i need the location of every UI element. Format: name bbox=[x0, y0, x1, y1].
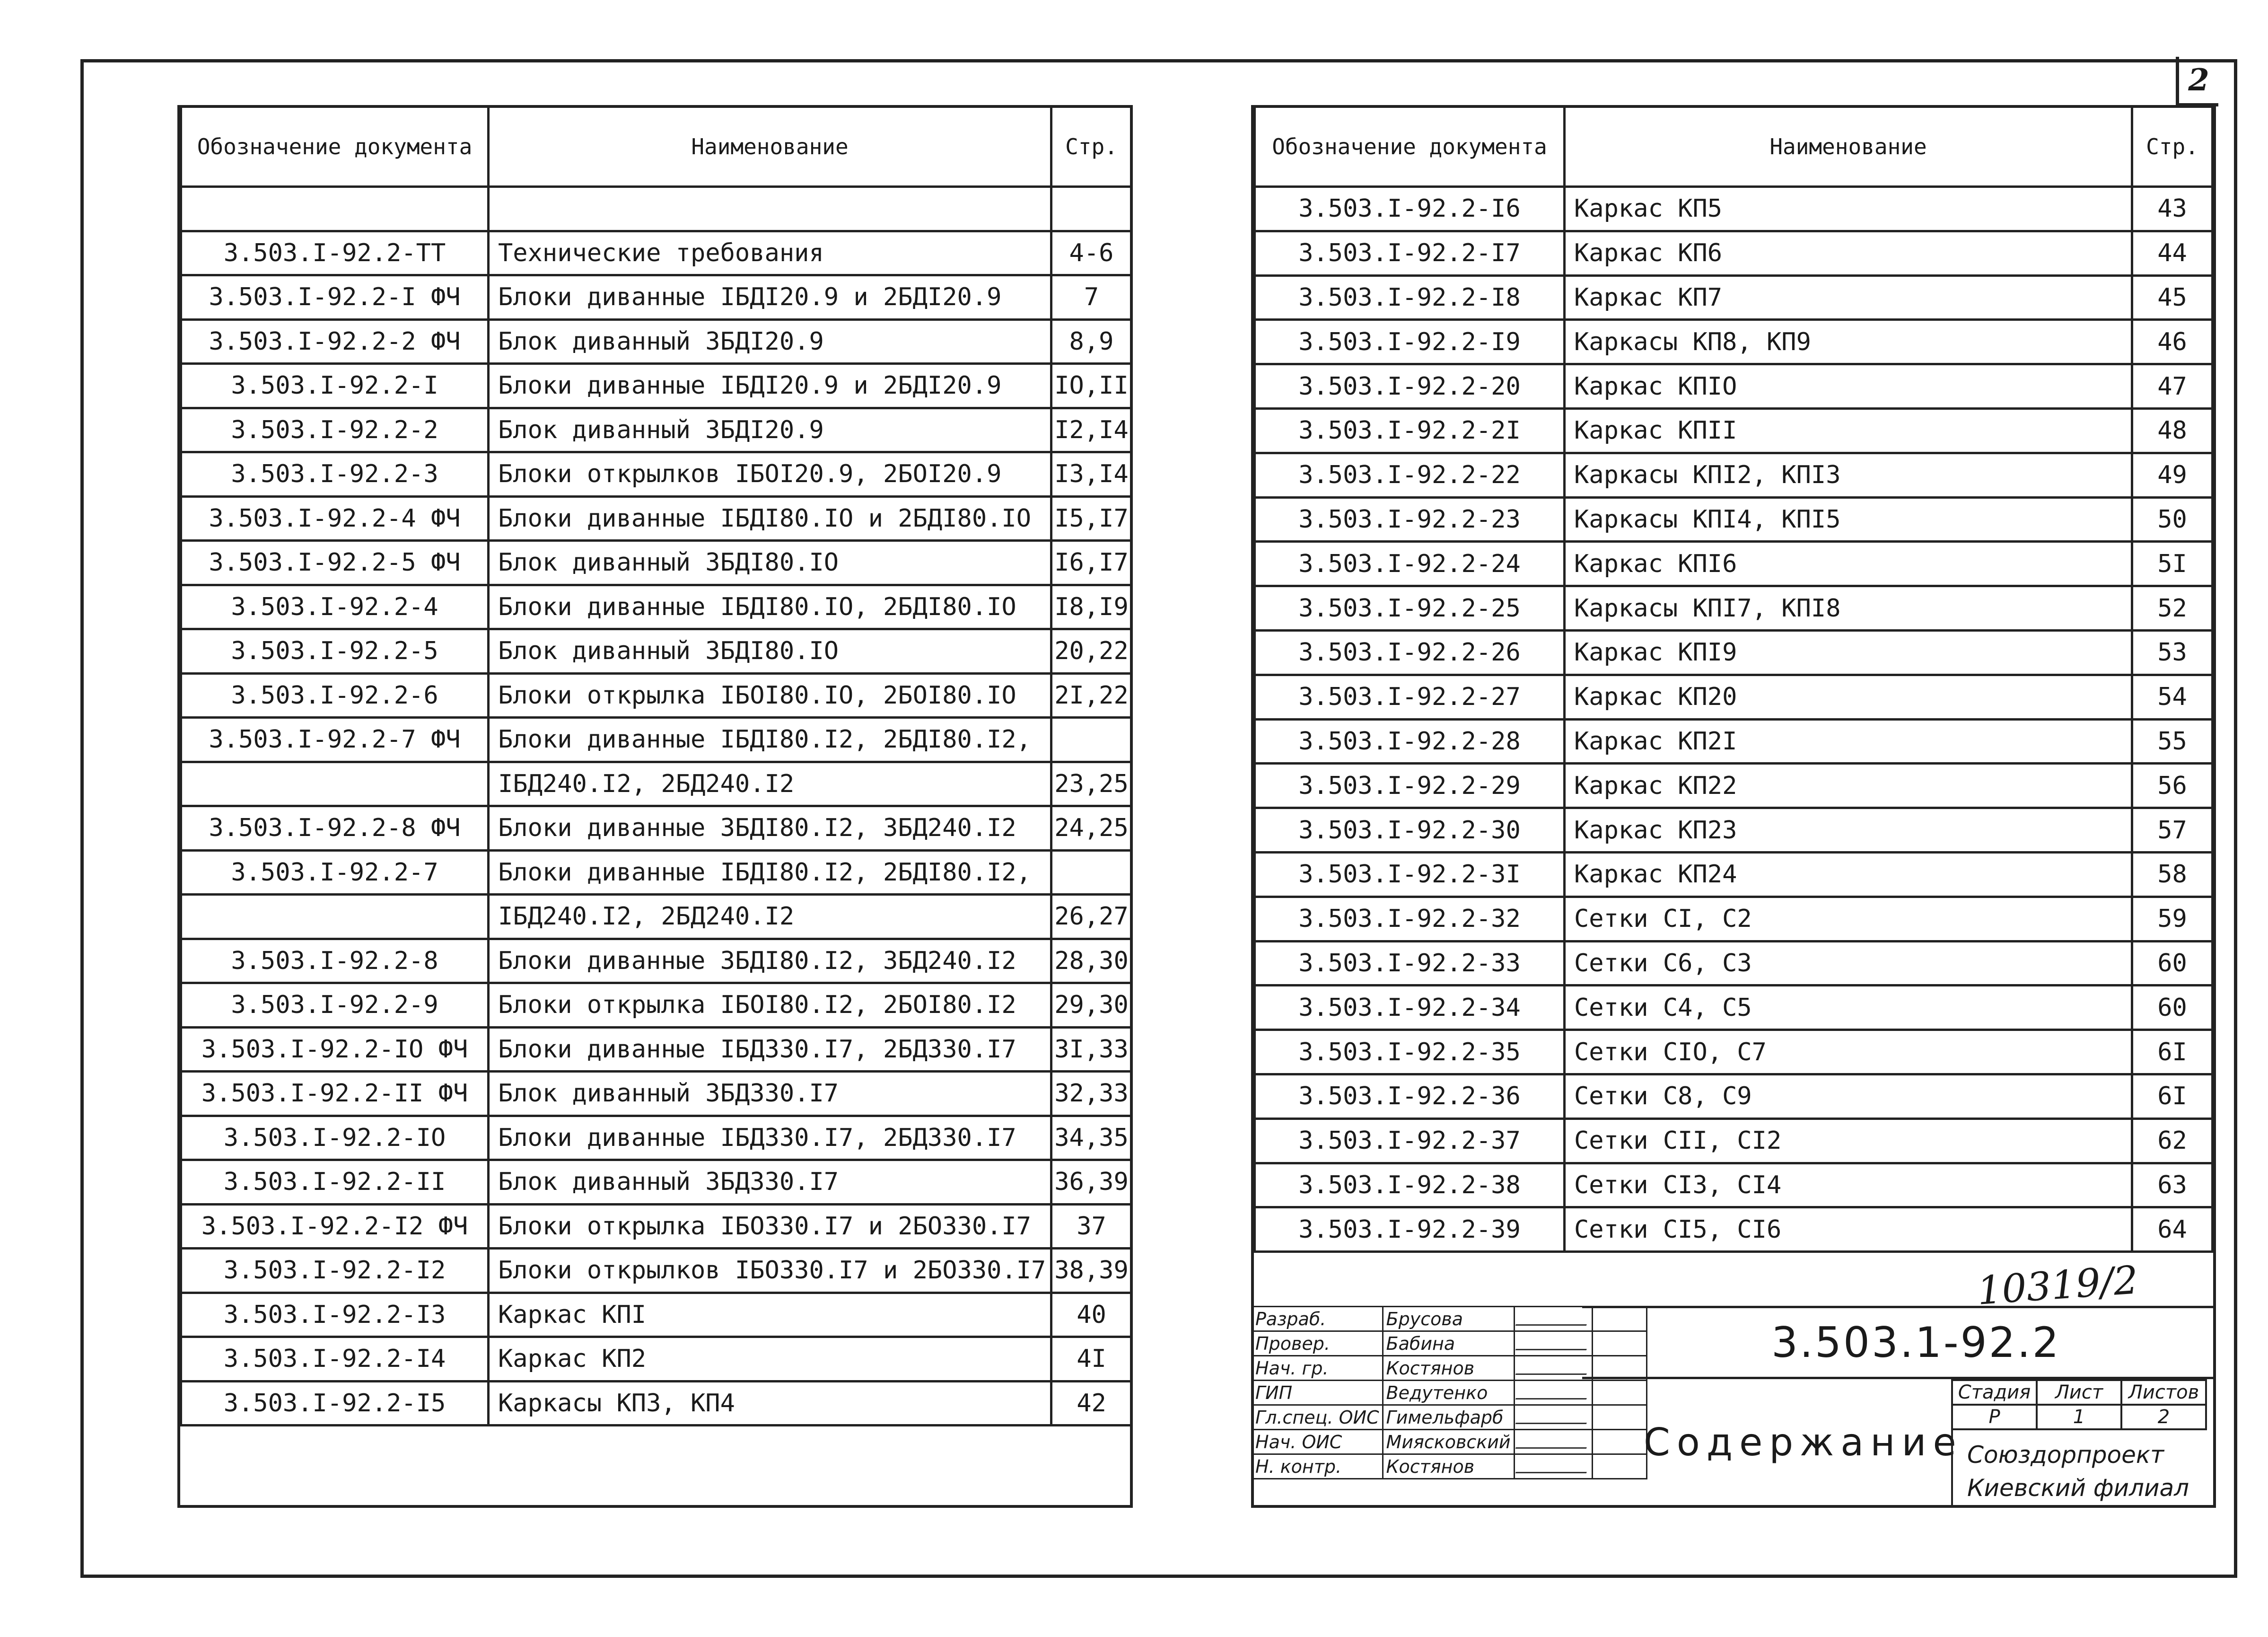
cell-page: 63 bbox=[2132, 1163, 2213, 1207]
table-row bbox=[1255, 852, 2213, 897]
cell-doc: 3.503.I-92.2-24 bbox=[1255, 542, 1565, 586]
header-page: Стр. bbox=[2132, 106, 2213, 187]
table-row bbox=[181, 806, 1132, 851]
cell-name: Блоки диванные 3БДI80.I2, 3БД240.I2 bbox=[489, 806, 1051, 851]
cell-doc: 3.503.I-92.2-4 ФЧ bbox=[181, 496, 489, 541]
cell-name: Блок диванный 3БДI80.IO bbox=[489, 629, 1051, 674]
cell-page: 60 bbox=[2132, 986, 2213, 1030]
cell-name: Каркасы КПI7, КПI8 bbox=[1565, 586, 2132, 631]
cell-name: Блоки диванные IБДI20.9 и 2БДI20.9 bbox=[489, 364, 1051, 408]
cell-page: 37 bbox=[1051, 1204, 1132, 1249]
cell-page: I5,I7 bbox=[1051, 496, 1132, 541]
cell-page: 4I bbox=[1051, 1337, 1132, 1382]
cell-doc: 3.503.I-92.2-37 bbox=[1255, 1118, 1565, 1163]
header-doc: Обозначение документа bbox=[181, 106, 489, 187]
cell-name: Каркас КПII bbox=[1565, 408, 2132, 453]
table-row bbox=[1255, 675, 2213, 719]
cell-name: Блоки диванные 3БДI80.I2, 3БД240.I2 bbox=[489, 939, 1051, 983]
organization-name: Союздорпроект bbox=[1967, 1441, 2164, 1469]
cell-doc: 3.503.I-92.2-25 bbox=[1255, 586, 1565, 631]
cell-page bbox=[1051, 718, 1132, 762]
handwritten-signature bbox=[1515, 1386, 1591, 1399]
table-row bbox=[181, 983, 1132, 1028]
table-row bbox=[181, 364, 1132, 408]
cell-doc: 3.503.I-92.2-39 bbox=[1255, 1207, 1565, 1252]
cell-name: Блоки диванные IБДI80.IO, 2БДI80.IO bbox=[489, 585, 1051, 629]
cell-page: 60 bbox=[2132, 941, 2213, 986]
cell-page: 29,30 bbox=[1051, 983, 1132, 1028]
sheet-value: 1 bbox=[2037, 1405, 2121, 1429]
cell-page: 24,25 bbox=[1051, 806, 1132, 851]
cell-doc: 3.503.I-92.2-II ФЧ bbox=[181, 1072, 489, 1116]
signature-name: Миясковский bbox=[1383, 1430, 1514, 1454]
cell-name: Каркас КП2I bbox=[1565, 719, 2132, 764]
cell-doc: 3.503.I-92.2-7 bbox=[181, 850, 489, 895]
table-header bbox=[1255, 106, 2213, 187]
cell-name: Сетки C4, C5 bbox=[1565, 986, 2132, 1030]
table-body-left bbox=[181, 187, 1132, 1426]
table-row bbox=[181, 629, 1132, 674]
cell-page: 6I bbox=[2132, 1074, 2213, 1118]
cell-page: 5I bbox=[2132, 542, 2213, 586]
table-row bbox=[181, 895, 1132, 939]
signature-role: Разраб. bbox=[1252, 1307, 1383, 1331]
table-row bbox=[181, 1293, 1132, 1337]
cell-page: 45 bbox=[2132, 275, 2213, 320]
cell-page: 50 bbox=[2132, 497, 2213, 542]
table-row bbox=[181, 1381, 1132, 1426]
cell-name: Блок диванный 3БД330.I7 bbox=[489, 1072, 1051, 1116]
handwritten-signature bbox=[1515, 1460, 1591, 1473]
signature-role: Провер. bbox=[1252, 1331, 1383, 1356]
cell-doc: 3.503.I-92.2-I3 bbox=[181, 1293, 489, 1337]
table-row bbox=[181, 541, 1132, 585]
table-row bbox=[181, 1160, 1132, 1205]
cell-name: Каркас КП24 bbox=[1565, 852, 2132, 897]
cell-doc: 3.503.I-92.2-I2 ФЧ bbox=[181, 1204, 489, 1249]
cell-name: Каркас КП20 bbox=[1565, 675, 2132, 719]
header-page: Стр. bbox=[1051, 106, 1132, 187]
signature-role: Нач. гр. bbox=[1252, 1356, 1383, 1381]
cell-page: 64 bbox=[2132, 1207, 2213, 1252]
cell-doc bbox=[181, 187, 489, 231]
cell-name: Сетки C8, C9 bbox=[1565, 1074, 2132, 1118]
organization-branch: Киевский филиал bbox=[1967, 1474, 2189, 1502]
cell-page: I6,I7 bbox=[1051, 541, 1132, 585]
cell-page: 28,30 bbox=[1051, 939, 1132, 983]
cell-page: 56 bbox=[2132, 764, 2213, 808]
cell-doc: 3.503.I-92.2-32 bbox=[1255, 897, 1565, 941]
cell-name: Каркас КП7 bbox=[1565, 275, 2132, 320]
handwritten-signature bbox=[1515, 1435, 1591, 1449]
table-row bbox=[181, 408, 1132, 452]
cell-page bbox=[1051, 850, 1132, 895]
signature-role: ГИП bbox=[1252, 1381, 1383, 1405]
contents-table-left bbox=[180, 105, 1133, 1426]
cell-doc: 3.503.I-92.2-34 bbox=[1255, 986, 1565, 1030]
cell-doc: 3.503.I-92.2-23 bbox=[1255, 497, 1565, 542]
cell-name: IБД240.I2, 2БД240.I2 bbox=[489, 895, 1051, 939]
cell-doc: 3.503.I-92.2-2 bbox=[181, 408, 489, 452]
cell-page: 54 bbox=[2132, 675, 2213, 719]
cell-name: Каркас КПI9 bbox=[1565, 630, 2132, 675]
header-doc: Обозначение документа bbox=[1255, 106, 1565, 187]
table-row bbox=[181, 1116, 1132, 1160]
cell-page: 36,39 bbox=[1051, 1160, 1132, 1205]
cell-doc: 3.503.I-92.2-5 ФЧ bbox=[181, 541, 489, 585]
header-name: Наименование bbox=[1565, 106, 2132, 187]
table-row bbox=[181, 452, 1132, 497]
cell-name: Блок диванный 3БДI80.IO bbox=[489, 541, 1051, 585]
signature-mark bbox=[1514, 1405, 1592, 1430]
table-row bbox=[1255, 1118, 2213, 1163]
document-code: 3.503.1-92.2 bbox=[1582, 1306, 2216, 1379]
cell-page: 46 bbox=[2132, 320, 2213, 364]
cell-doc: 3.503.I-92.2-I9 bbox=[1255, 320, 1565, 364]
table-row bbox=[1255, 1207, 2213, 1252]
table-row bbox=[1255, 897, 2213, 941]
signature-name: Брусова bbox=[1383, 1307, 1514, 1331]
signature-name: Костянов bbox=[1383, 1454, 1514, 1479]
table-row bbox=[181, 585, 1132, 629]
cell-name: IБД240.I2, 2БД240.I2 bbox=[489, 762, 1051, 806]
table-row bbox=[1255, 941, 2213, 986]
cell-page: 2I,22 bbox=[1051, 673, 1132, 718]
signature-mark bbox=[1514, 1331, 1592, 1356]
cell-name: Блоки открылков IБОI20.9, 2БОI20.9 bbox=[489, 452, 1051, 497]
table-row bbox=[181, 718, 1132, 762]
cell-name: Блоки открылка IБОI80.I2, 2БОI80.I2 bbox=[489, 983, 1051, 1028]
cell-page: 38,39 bbox=[1051, 1249, 1132, 1293]
signature-mark bbox=[1514, 1454, 1592, 1479]
cell-name: Сетки C6, C3 bbox=[1565, 941, 2132, 986]
table-row bbox=[1255, 497, 2213, 542]
cell-page: 34,35 bbox=[1051, 1116, 1132, 1160]
cell-doc: 3.503.I-92.2-38 bbox=[1255, 1163, 1565, 1207]
cell-doc: 3.503.I-92.2-2I bbox=[1255, 408, 1565, 453]
cell-name: Сетки CI, C2 bbox=[1565, 897, 2132, 941]
cell-doc: 3.503.I-92.2-8 ФЧ bbox=[181, 806, 489, 851]
cell-page: 43 bbox=[2132, 187, 2213, 231]
cell-doc: 3.503.I-92.2-20 bbox=[1255, 364, 1565, 409]
cell-name: Каркасы КП3, КП4 bbox=[489, 1381, 1051, 1426]
cell-page: I3,I4 bbox=[1051, 452, 1132, 497]
cell-name: Блоки диванные IБДI80.IO и 2БДI80.IO bbox=[489, 496, 1051, 541]
cell-doc: 3.503.I-92.2-7 ФЧ bbox=[181, 718, 489, 762]
table-row bbox=[181, 673, 1132, 718]
cell-name: Блоки диванные IБДI20.9 и 2БДI20.9 bbox=[489, 275, 1051, 320]
cell-page: 40 bbox=[1051, 1293, 1132, 1337]
signature-role: Нач. ОИС bbox=[1252, 1430, 1383, 1454]
cell-doc: 3.503.I-92.2-29 bbox=[1255, 764, 1565, 808]
signature-name: Ведутенко bbox=[1383, 1381, 1514, 1405]
table-row bbox=[181, 850, 1132, 895]
cell-name: Сетки CIO, C7 bbox=[1565, 1030, 2132, 1074]
cell-doc: 3.503.I-92.2-TT bbox=[181, 231, 489, 275]
table-row bbox=[1255, 364, 2213, 409]
table-row bbox=[1255, 542, 2213, 586]
cell-doc: 3.503.I-92.2-4 bbox=[181, 585, 489, 629]
stage-label: Стадия bbox=[1952, 1380, 2037, 1405]
cell-doc: 3.503.I-92.2-I8 bbox=[1255, 275, 1565, 320]
cell-doc: 3.503.I-92.2-35 bbox=[1255, 1030, 1565, 1074]
table-row bbox=[1255, 630, 2213, 675]
cell-doc bbox=[181, 762, 489, 806]
table-row bbox=[1255, 408, 2213, 453]
sheet-label: Лист bbox=[2037, 1380, 2121, 1405]
cell-name: Каркас КП6 bbox=[1565, 231, 2132, 275]
organization bbox=[1951, 1429, 2216, 1508]
cell-doc bbox=[181, 895, 489, 939]
cell-doc: 3.503.I-92.2-I6 bbox=[1255, 187, 1565, 231]
cell-page: 3I,33 bbox=[1051, 1027, 1132, 1072]
cell-name bbox=[489, 187, 1051, 231]
table-row bbox=[1255, 231, 2213, 275]
cell-doc: 3.503.I-92.2-6 bbox=[181, 673, 489, 718]
handwritten-signature bbox=[1515, 1337, 1591, 1350]
cell-page: 20,22 bbox=[1051, 629, 1132, 674]
cell-doc: 3.503.I-92.2-27 bbox=[1255, 675, 1565, 719]
cell-doc: 3.503.I-92.2-IO bbox=[181, 1116, 489, 1160]
cell-doc: 3.503.I-92.2-36 bbox=[1255, 1074, 1565, 1118]
stage-table bbox=[1951, 1379, 2207, 1430]
cell-page: 58 bbox=[2132, 852, 2213, 897]
cell-doc: 3.503.I-92.2-I ФЧ bbox=[181, 275, 489, 320]
table-row bbox=[1255, 986, 2213, 1030]
header-name: Наименование bbox=[489, 106, 1051, 187]
table-row bbox=[181, 1204, 1132, 1249]
table-header bbox=[181, 106, 1132, 187]
cell-page: 59 bbox=[2132, 897, 2213, 941]
signature-mark bbox=[1514, 1307, 1592, 1331]
cell-name: Сетки CII, CI2 bbox=[1565, 1118, 2132, 1163]
cell-page: 57 bbox=[2132, 808, 2213, 853]
cell-name: Каркас КП2 bbox=[489, 1337, 1051, 1382]
cell-page: 42 bbox=[1051, 1381, 1132, 1426]
cell-name: Каркас КПI bbox=[489, 1293, 1051, 1337]
cell-name: Каркасы КПI2, КПI3 bbox=[1565, 453, 2132, 497]
cell-name: Блоки диванные IБД330.I7, 2БД330.I7 bbox=[489, 1027, 1051, 1072]
table-row bbox=[181, 496, 1132, 541]
stage-value: Р bbox=[1952, 1405, 2037, 1429]
table-row bbox=[1255, 1163, 2213, 1207]
table-row bbox=[1255, 586, 2213, 631]
cell-name: Технические требования bbox=[489, 231, 1051, 275]
signature-mark bbox=[1514, 1356, 1592, 1381]
cell-name: Блоки диванные IБДI80.I2, 2БДI80.I2, bbox=[489, 718, 1051, 762]
cell-name: Каркас КП22 bbox=[1565, 764, 2132, 808]
cell-page: I2,I4 bbox=[1051, 408, 1132, 452]
cell-page: IO,II bbox=[1051, 364, 1132, 408]
sheet-number: 2 bbox=[2176, 57, 2218, 106]
signature-role: Н. контр. bbox=[1252, 1454, 1383, 1479]
table-body-right bbox=[1255, 187, 2213, 1252]
cell-name: Каркас КП5 bbox=[1565, 187, 2132, 231]
cell-name: Блоки диванные IБД330.I7, 2БД330.I7 bbox=[489, 1116, 1051, 1160]
cell-doc: 3.503.I-92.2-IO ФЧ bbox=[181, 1027, 489, 1072]
table-row bbox=[1255, 764, 2213, 808]
table-row bbox=[181, 1027, 1132, 1072]
signature-mark bbox=[1514, 1381, 1592, 1405]
cell-doc: 3.503.I-92.2-9 bbox=[181, 983, 489, 1028]
cell-name: Каркас КП23 bbox=[1565, 808, 2132, 853]
table-row bbox=[181, 939, 1132, 983]
table-row bbox=[181, 275, 1132, 320]
cell-doc: 3.503.I-92.2-8 bbox=[181, 939, 489, 983]
cell-doc: 3.503.I-92.2-I5 bbox=[181, 1381, 489, 1426]
cell-page: 4-6 bbox=[1051, 231, 1132, 275]
sheets-value: 2 bbox=[2121, 1405, 2206, 1429]
table-row bbox=[181, 762, 1132, 806]
cell-doc: 3.503.I-92.2-II bbox=[181, 1160, 489, 1205]
cell-page: 53 bbox=[2132, 630, 2213, 675]
cell-page: 47 bbox=[2132, 364, 2213, 409]
table-row bbox=[181, 1249, 1132, 1293]
contents-table-right bbox=[1253, 105, 2214, 1253]
cell-name: Блок диванный 3БДI20.9 bbox=[489, 319, 1051, 364]
table-row bbox=[181, 187, 1132, 231]
table-row bbox=[1255, 275, 2213, 320]
cell-page: 49 bbox=[2132, 453, 2213, 497]
cell-doc: 3.503.I-92.2-I2 bbox=[181, 1249, 489, 1293]
cell-page: 8,9 bbox=[1051, 319, 1132, 364]
cell-name: Каркасы КПI4, КПI5 bbox=[1565, 497, 2132, 542]
cell-page: 62 bbox=[2132, 1118, 2213, 1163]
table-row bbox=[1255, 1030, 2213, 1074]
cell-name: Сетки CI5, CI6 bbox=[1565, 1207, 2132, 1252]
document-title: Содержание bbox=[1582, 1379, 1951, 1508]
table-row bbox=[181, 1337, 1132, 1382]
cell-page: 48 bbox=[2132, 408, 2213, 453]
handwritten-signature bbox=[1515, 1312, 1591, 1326]
cell-name: Блоки открылка IБОI80.IO, 2БОI80.IO bbox=[489, 673, 1051, 718]
cell-page: 7 bbox=[1051, 275, 1132, 320]
cell-page: 6I bbox=[2132, 1030, 2213, 1074]
table-row bbox=[181, 319, 1132, 364]
cell-page: 52 bbox=[2132, 586, 2213, 631]
handwritten-signature bbox=[1515, 1361, 1591, 1375]
cell-page: 44 bbox=[2132, 231, 2213, 275]
cell-doc: 3.503.I-92.2-22 bbox=[1255, 453, 1565, 497]
signature-role: Гл.спец. ОИС bbox=[1252, 1405, 1383, 1430]
cell-name: Блоки открылка IБО330.I7 и 2БО330.I7 bbox=[489, 1204, 1051, 1249]
signature-name: Бабина bbox=[1383, 1331, 1514, 1356]
table-row bbox=[181, 231, 1132, 275]
cell-name: Блок диванный 3БДI20.9 bbox=[489, 408, 1051, 452]
cell-name: Каркас КПI6 bbox=[1565, 542, 2132, 586]
cell-doc: 3.503.I-92.2-I bbox=[181, 364, 489, 408]
signature-name: Гимельфарб bbox=[1383, 1405, 1514, 1430]
cell-name: Сетки CI3, CI4 bbox=[1565, 1163, 2132, 1207]
cell-name: Каркас КПIO bbox=[1565, 364, 2132, 409]
table-row bbox=[1255, 187, 2213, 231]
signature-mark bbox=[1514, 1430, 1592, 1454]
cell-name: Блок диванный 3БД330.I7 bbox=[489, 1160, 1051, 1205]
cell-page: I8,I9 bbox=[1051, 585, 1132, 629]
cell-doc: 3.503.I-92.2-26 bbox=[1255, 630, 1565, 675]
cell-doc: 3.503.I-92.2-3 bbox=[181, 452, 489, 497]
sheets-label: Листов bbox=[2121, 1380, 2206, 1405]
cell-page: 32,33 bbox=[1051, 1072, 1132, 1116]
table-row bbox=[1255, 719, 2213, 764]
cell-page bbox=[1051, 187, 1132, 231]
cell-doc: 3.503.I-92.2-I4 bbox=[181, 1337, 489, 1382]
table-row bbox=[1255, 453, 2213, 497]
cell-page: 55 bbox=[2132, 719, 2213, 764]
table-row bbox=[1255, 808, 2213, 853]
table-row bbox=[1255, 1074, 2213, 1118]
cell-page: 23,25 bbox=[1051, 762, 1132, 806]
cell-doc: 3.503.I-92.2-30 bbox=[1255, 808, 1565, 853]
cell-doc: 3.503.I-92.2-5 bbox=[181, 629, 489, 674]
cell-page: 26,27 bbox=[1051, 895, 1132, 939]
cell-doc: 3.503.I-92.2-I7 bbox=[1255, 231, 1565, 275]
cell-name: Блоки диванные IБДI80.I2, 2БДI80.I2, bbox=[489, 850, 1051, 895]
cell-doc: 3.503.I-92.2-2 ФЧ bbox=[181, 319, 489, 364]
signature-name: Костянов bbox=[1383, 1356, 1514, 1381]
archive-number: 10319/2 bbox=[1976, 1258, 2140, 1314]
cell-name: Блоки открылков IБО330.I7 и 2БО330.I7 bbox=[489, 1249, 1051, 1293]
table-row bbox=[1255, 320, 2213, 364]
cell-doc: 3.503.I-92.2-3I bbox=[1255, 852, 1565, 897]
table-row bbox=[181, 1072, 1132, 1116]
cell-doc: 3.503.I-92.2-28 bbox=[1255, 719, 1565, 764]
cell-name: Каркасы КП8, КП9 bbox=[1565, 320, 2132, 364]
cell-doc: 3.503.I-92.2-33 bbox=[1255, 941, 1565, 986]
handwritten-signature bbox=[1515, 1410, 1591, 1424]
